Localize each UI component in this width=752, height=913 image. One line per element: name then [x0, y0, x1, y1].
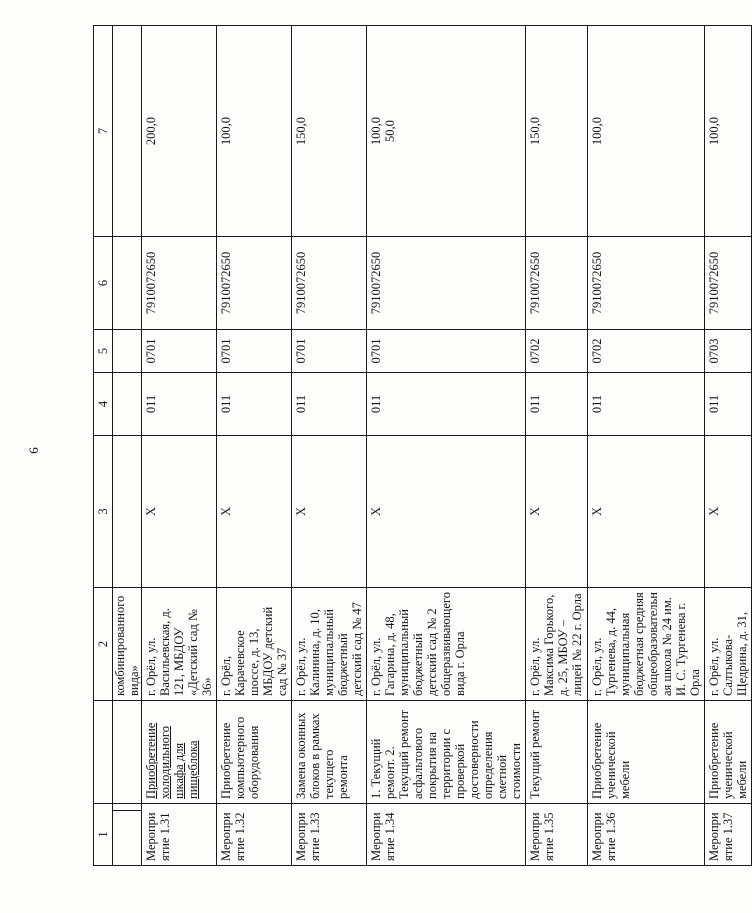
col6-cell: 7910072650 [705, 237, 752, 330]
column-number: 6 [94, 237, 113, 330]
col5-cell: 0702 [588, 330, 705, 373]
col5-cell: 0702 [526, 330, 588, 373]
table-row [526, 26, 588, 866]
col6-cell: 7910072650 [292, 237, 367, 330]
col7-cell [217, 26, 292, 237]
amount-value: 100,0 [219, 116, 233, 146]
col3-cell: Х [526, 436, 588, 588]
col3-cell: Х [292, 436, 367, 588]
col6-cell: 7910072650 [142, 237, 217, 330]
column-number: 7 [94, 26, 113, 237]
column-number: 2 [94, 588, 113, 701]
col7-cell [588, 26, 705, 237]
col5-cell: 0701 [142, 330, 217, 373]
address-cell: г. Орёл, ул. Тургенева, д. 44, муниципальная бюджетная средняя общеобразовательная школа № 24 им. И. С. Тургенева г. Орла [588, 588, 705, 701]
address-cell: г. Орёл, ул. Калинина, д. 10, муниципальный бюджетный детский сад № 47 [292, 588, 367, 701]
column-number: 5 [94, 330, 113, 373]
col6-cell: 7910072650 [588, 237, 705, 330]
table-cell [113, 237, 142, 330]
address-cell: г. Орёл, ул. Максима Горького, д. 25, МБОУ – лицей № 22 г. Орла [526, 588, 588, 701]
table-cell [113, 330, 142, 373]
col4-cell: 011 [705, 373, 752, 436]
work-cell: Приобретение компьютерного оборудования [217, 701, 292, 804]
col7-cell [705, 26, 752, 237]
col7-cell [367, 26, 526, 237]
amount-value: 100,0 [707, 116, 721, 146]
page-number: 9 [26, 447, 42, 454]
col3-cell: Х [217, 436, 292, 588]
col5-cell: 0701 [367, 330, 526, 373]
amount-value: 150,0 [528, 116, 542, 146]
col5-cell: 0703 [705, 330, 752, 373]
column-number: 1 [94, 804, 113, 866]
column-number [94, 701, 113, 804]
amount-value: 100,0 [369, 116, 383, 146]
event-cell: Мероприятие 1.37 [705, 804, 752, 866]
table-row [367, 26, 526, 866]
rotated-table-frame [93, 26, 749, 866]
table-cell [113, 373, 142, 436]
address-cell: г. Орёл, Карачевское шоссе, д. 13, МБДОУ детский сад № 37 [217, 588, 292, 701]
col5-cell: 0701 [217, 330, 292, 373]
column-number: 3 [94, 436, 113, 588]
col6-cell: 7910072650 [526, 237, 588, 330]
event-cell: Мероприятие 1.33 [292, 804, 367, 866]
col4-cell: 011 [142, 373, 217, 436]
event-cell: Мероприятие 1.31 [142, 804, 217, 866]
work-cell: Текущий ремонт [526, 701, 588, 804]
amount-value: 50,0 [383, 120, 397, 142]
table-row [217, 26, 292, 866]
event-cell: Мероприятие 1.36 [588, 804, 705, 866]
table-cell [113, 26, 142, 237]
event-cell: Мероприятие 1.32 [217, 804, 292, 866]
work-cell: 1. Текущий ремонт. 2. Текущий ремонт асфальтового покрытия на территории с проверкой достоверности определения сметной стоимости [367, 701, 526, 804]
budget-table [93, 25, 752, 866]
table-row [705, 26, 752, 866]
event-cell: Мероприятие 1.34 [367, 804, 526, 866]
table-cell [113, 701, 142, 804]
col4-cell: 011 [292, 373, 367, 436]
col4-cell: 011 [217, 373, 292, 436]
address-continuation: комбинированного вида» [113, 588, 142, 701]
address-cell: г. Орёл, ул. Гагарина, д. 48, муниципальный бюджетный детский сад № 2 общеразвивающего вида г. Орла [367, 588, 526, 701]
col3-cell: Х [588, 436, 705, 588]
table-cell [113, 804, 142, 811]
col3-cell: Х [367, 436, 526, 588]
work-cell: Приобретение ученической мебели [705, 701, 752, 804]
col7-cell [292, 26, 367, 237]
amount-value: 200,0 [144, 116, 158, 146]
table-cell [113, 436, 142, 588]
col3-cell: Х [705, 436, 752, 588]
continuation-row [113, 26, 142, 866]
work-cell: Замена оконных блоков в рамках текущего ремонта [292, 701, 367, 804]
col6-cell: 7910072650 [367, 237, 526, 330]
table-cell [113, 811, 142, 866]
col5-cell: 0701 [292, 330, 367, 373]
col7-cell [526, 26, 588, 237]
col4-cell: 011 [526, 373, 588, 436]
amount-value: 150,0 [294, 116, 308, 146]
work-cell: Приобретение ученической мебели [588, 701, 705, 804]
col6-cell: 7910072650 [217, 237, 292, 330]
col3-cell: Х [142, 436, 217, 588]
table-row [292, 26, 367, 866]
col4-cell: 011 [588, 373, 705, 436]
table-row [588, 26, 705, 866]
work-cell: Приобретение холодильного шкафа для пищеблока [142, 701, 217, 804]
col4-cell: 011 [367, 373, 526, 436]
table-row [142, 26, 217, 866]
amount-value: 100,0 [590, 116, 604, 146]
column-numbers-row [94, 26, 113, 866]
event-cell: Мероприятие 1.35 [526, 804, 588, 866]
address-cell: г. Орёл, ул. Салтыкова-Щедрина, д. 31, [705, 588, 752, 701]
col7-cell [142, 26, 217, 237]
address-cell: г. Орёл, ул. Васильевская, д. 121, МБДОУ «Детский сад № 36» [142, 588, 217, 701]
column-number: 4 [94, 373, 113, 436]
